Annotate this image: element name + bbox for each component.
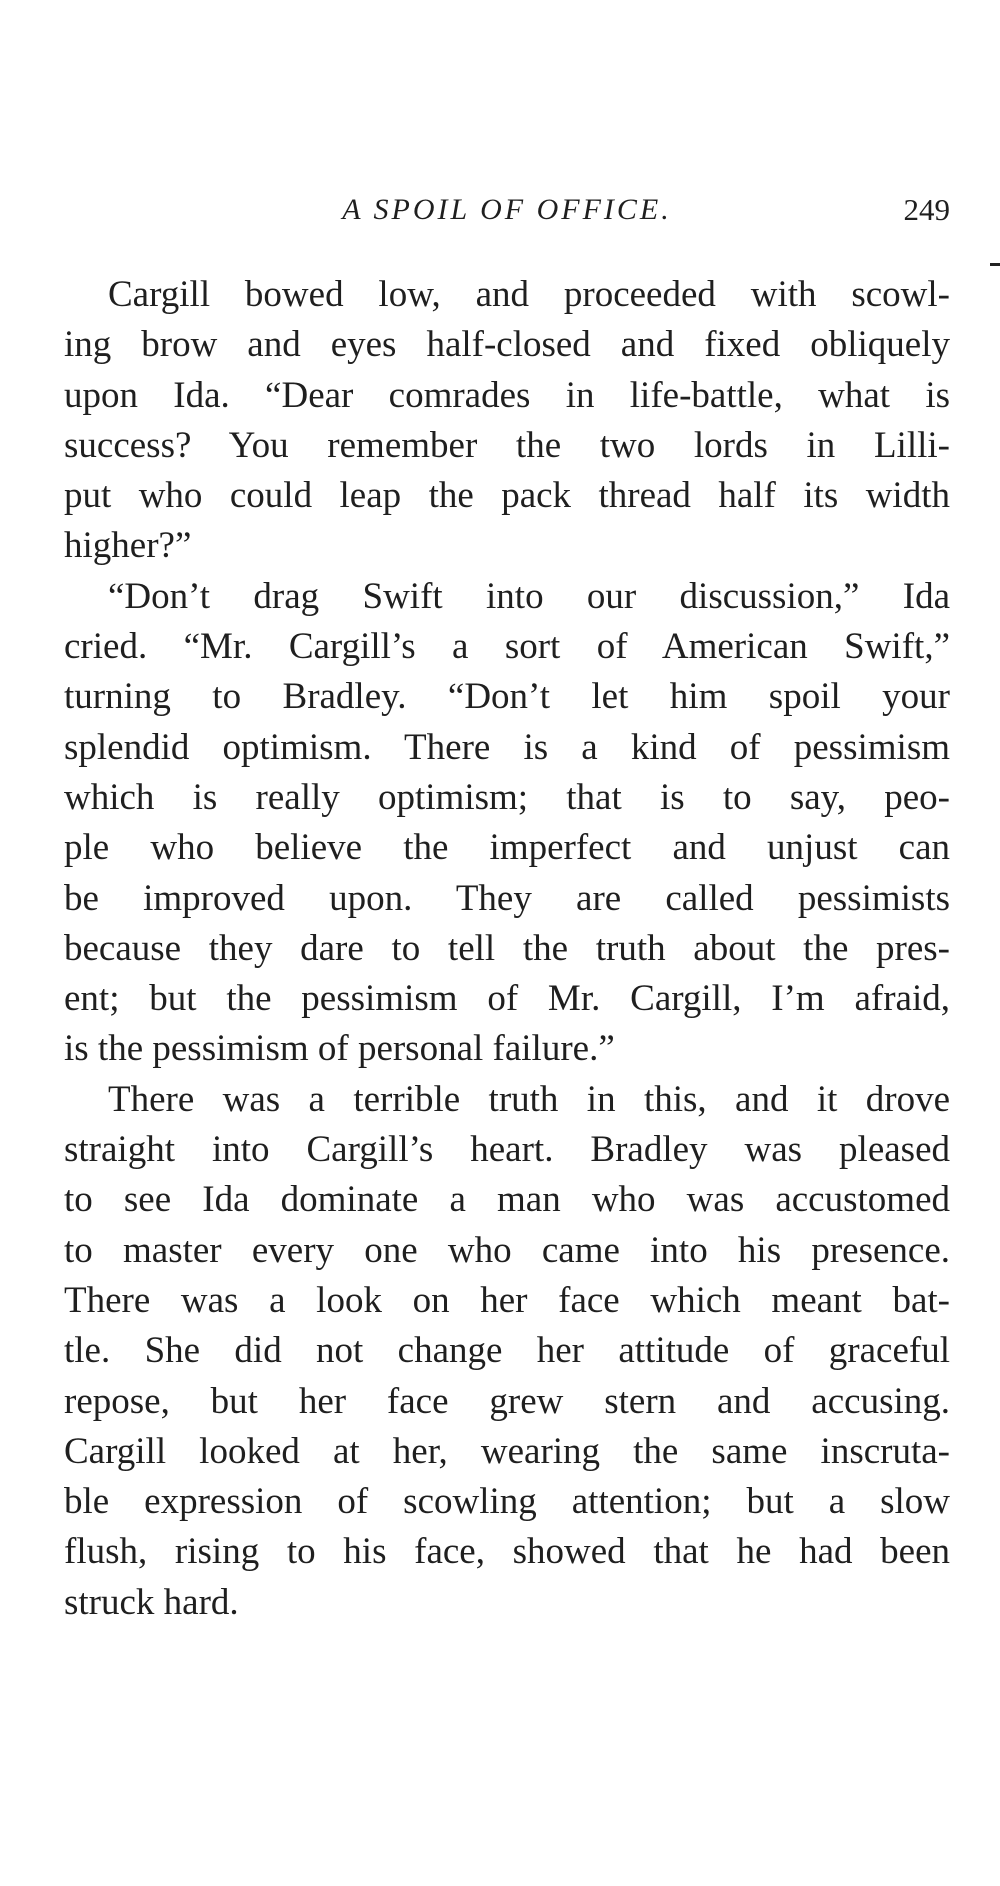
paragraph-3 xyxy=(64,1075,950,1628)
paragraph-2 xyxy=(64,572,950,1075)
text-line: ple who believe the imperfect and unjust can xyxy=(64,827,950,869)
margin-mark xyxy=(990,263,1000,266)
text-line: There was a terrible truth in this, and it drove xyxy=(108,1078,950,1120)
text-line: straight into Cargill’s heart. Bradley was pleased xyxy=(64,1129,950,1171)
text-line: splendid optimism. There is a kind of pessimism xyxy=(64,726,950,768)
text-line: ble expression of scowling attention; but a slow xyxy=(64,1481,950,1523)
running-head xyxy=(64,186,950,234)
text-line: Cargill bowed low, and proceeded with scowl- xyxy=(108,274,950,315)
text-line: to master every one who came into his presence. xyxy=(64,1229,950,1271)
text-line: because they dare to tell the truth about the pres- xyxy=(64,927,950,969)
text-line: There was a look on her face which meant bat- xyxy=(64,1279,950,1321)
paragraph-1 xyxy=(64,270,950,572)
text-line: flush, rising to his face, showed that he had been xyxy=(64,1531,950,1573)
text-line: struck hard. xyxy=(64,1581,239,1623)
text-line: ent; but the pessimism of Mr. Cargill, I’m afraid, xyxy=(64,978,950,1020)
text-line: repose, but her face grew stern and accusing. xyxy=(64,1380,950,1422)
text-line: to see Ida dominate a man who was accustomed xyxy=(64,1179,950,1221)
text-line: Cargill looked at her, wearing the same inscruta- xyxy=(64,1430,950,1472)
page-number: 249 xyxy=(903,192,950,227)
text-line: “Don’t drag Swift into our discussion,” Ida xyxy=(108,575,950,617)
running-title: A SPOIL OF OFFICE. xyxy=(342,193,672,226)
text-line: turning to Bradley. “Don’t let him spoil your xyxy=(64,676,950,718)
text-line: higher?” xyxy=(64,525,192,567)
text-line: be improved upon. They are called pessimists xyxy=(64,877,950,919)
body-text xyxy=(64,270,950,1628)
text-line: cried. “Mr. Cargill’s a sort of American Swift,” xyxy=(64,626,950,668)
text-line: is the pessimism of personal failure.” xyxy=(64,1028,615,1070)
text-line: success? You remember the two lords in Lilli- xyxy=(64,424,950,466)
text-line: which is really optimism; that is to say, peo- xyxy=(64,776,950,818)
text-line: put who could leap the pack thread half its width xyxy=(64,475,950,517)
text-line: ing brow and eyes half-closed and fixed obliquely xyxy=(64,324,950,366)
text-line: tle. She did not change her attitude of graceful xyxy=(64,1330,950,1372)
text-line: upon Ida. “Dear comrades in life-battle, what is xyxy=(64,374,950,416)
